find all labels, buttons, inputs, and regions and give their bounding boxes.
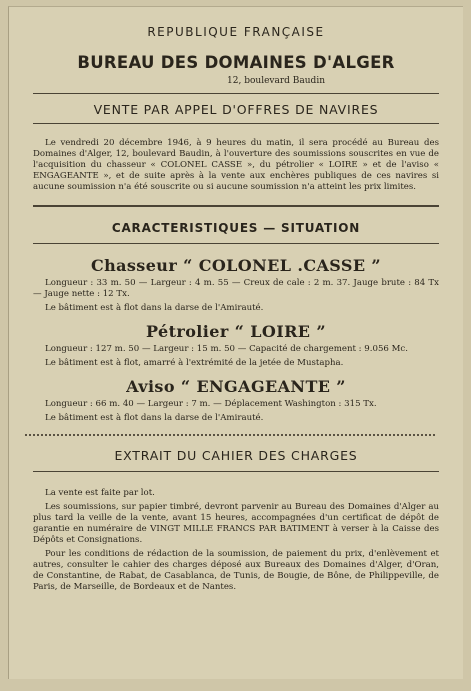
characteristics-heading: CARACTERISTIQUES — SITUATION <box>111 221 361 235</box>
divider <box>33 123 439 124</box>
bureau-title: BUREAU DES DOMAINES D'ALGER <box>77 53 395 72</box>
charges-paragraph-3: Pour les conditions de rédaction de la soumission, de paiement du prix, d'enlèvement et autres, consulter le cahier des charges déposé aux Bureaux des Domaines d'Alger, d'Oran, de Constantine, de Rabat, de Casablanca, de Tunis, de Bougie, de Bône, de Philippeville, de Paris, de Marseille, de Bordeaux et de Nantes. <box>33 549 439 592</box>
sale-heading: VENTE PAR APPEL D'OFFRES DE NAVIRES <box>93 102 379 117</box>
charges-heading: EXTRAIT DU CAHIER DES CHARGES <box>114 448 358 463</box>
vessel-specs: Longueur : 127 m. 50 — Largeur : 15 m. 50 — Capacité de chargement : 9.056 Mc. <box>45 344 408 354</box>
charges-paragraph-2: Les soumissions, sur papier timbré, devront parvenir au Bureau des Domaines d'Alger au plus tard la veille de la vente, avant 15 heures, accompagnées d'un certificat de dépôt de garantie en numéraire de VINGT MILLE FRANCS PAR BATIMENT à verser à la Caisse des Dépôts et Consignations. <box>33 502 439 545</box>
divider <box>33 205 439 207</box>
republic-header: REPUBLIQUE FRANÇAISE <box>147 25 325 39</box>
divider <box>33 93 439 94</box>
dotted-divider <box>25 434 435 436</box>
vessel-specs: Longueur : 66 m. 40 — Largeur : 7 m. — Déplacement Washington : 315 Tx. <box>45 399 377 409</box>
notice-page <box>8 6 463 679</box>
sale-paragraph: Le vendredi 20 décembre 1946, à 9 heures du matin, il sera procédé au Bureau des Domaines d'Alger, 12, boulevard Baudin, à l'ouverture des soumissions souscrites en vue de l'acquisition du chasseur « COLONEL CASSE », du pétrolier « LOIRE » et de l'aviso « ENGAGEANTE », et de suite après à la vente aux enchères publiques de ces navires si aucune soumission n'a été souscrite ou si aucune soumission n'a atteint les prix limites. <box>33 138 439 192</box>
vessel-petrolier <box>19 322 453 369</box>
vessel-specs: Longueur : 33 m. 50 — Largeur : 4 m. 55 — Creux de cale : 2 m. 37. Jauge brute : 84 Tx — Jauge nette : 12 Tx. <box>33 278 439 299</box>
vessel-name: Pétrolier “ LOIRE ” <box>146 322 326 341</box>
vessel-location: Le bâtiment est à flot, amarré à l'extrémité de la jetée de Mustapha. <box>45 358 344 368</box>
vessel-location: Le bâtiment est à flot dans la darse de l'Amirauté. <box>45 303 264 313</box>
charges-paragraph-1: La vente est faite par lot. <box>45 488 155 498</box>
vessel-aviso <box>19 377 453 424</box>
vessel-name: Aviso “ ENGAGEANTE ” <box>126 377 346 396</box>
vessel-name: Chasseur “ COLONEL .CASSE ” <box>90 256 382 275</box>
bureau-address: 12, boulevard Baudin <box>227 76 325 86</box>
divider <box>33 471 439 472</box>
vessel-chasseur <box>19 256 453 314</box>
divider <box>33 243 439 244</box>
vessel-location: Le bâtiment est à flot dans la darse de l'Amirauté. <box>45 413 264 423</box>
